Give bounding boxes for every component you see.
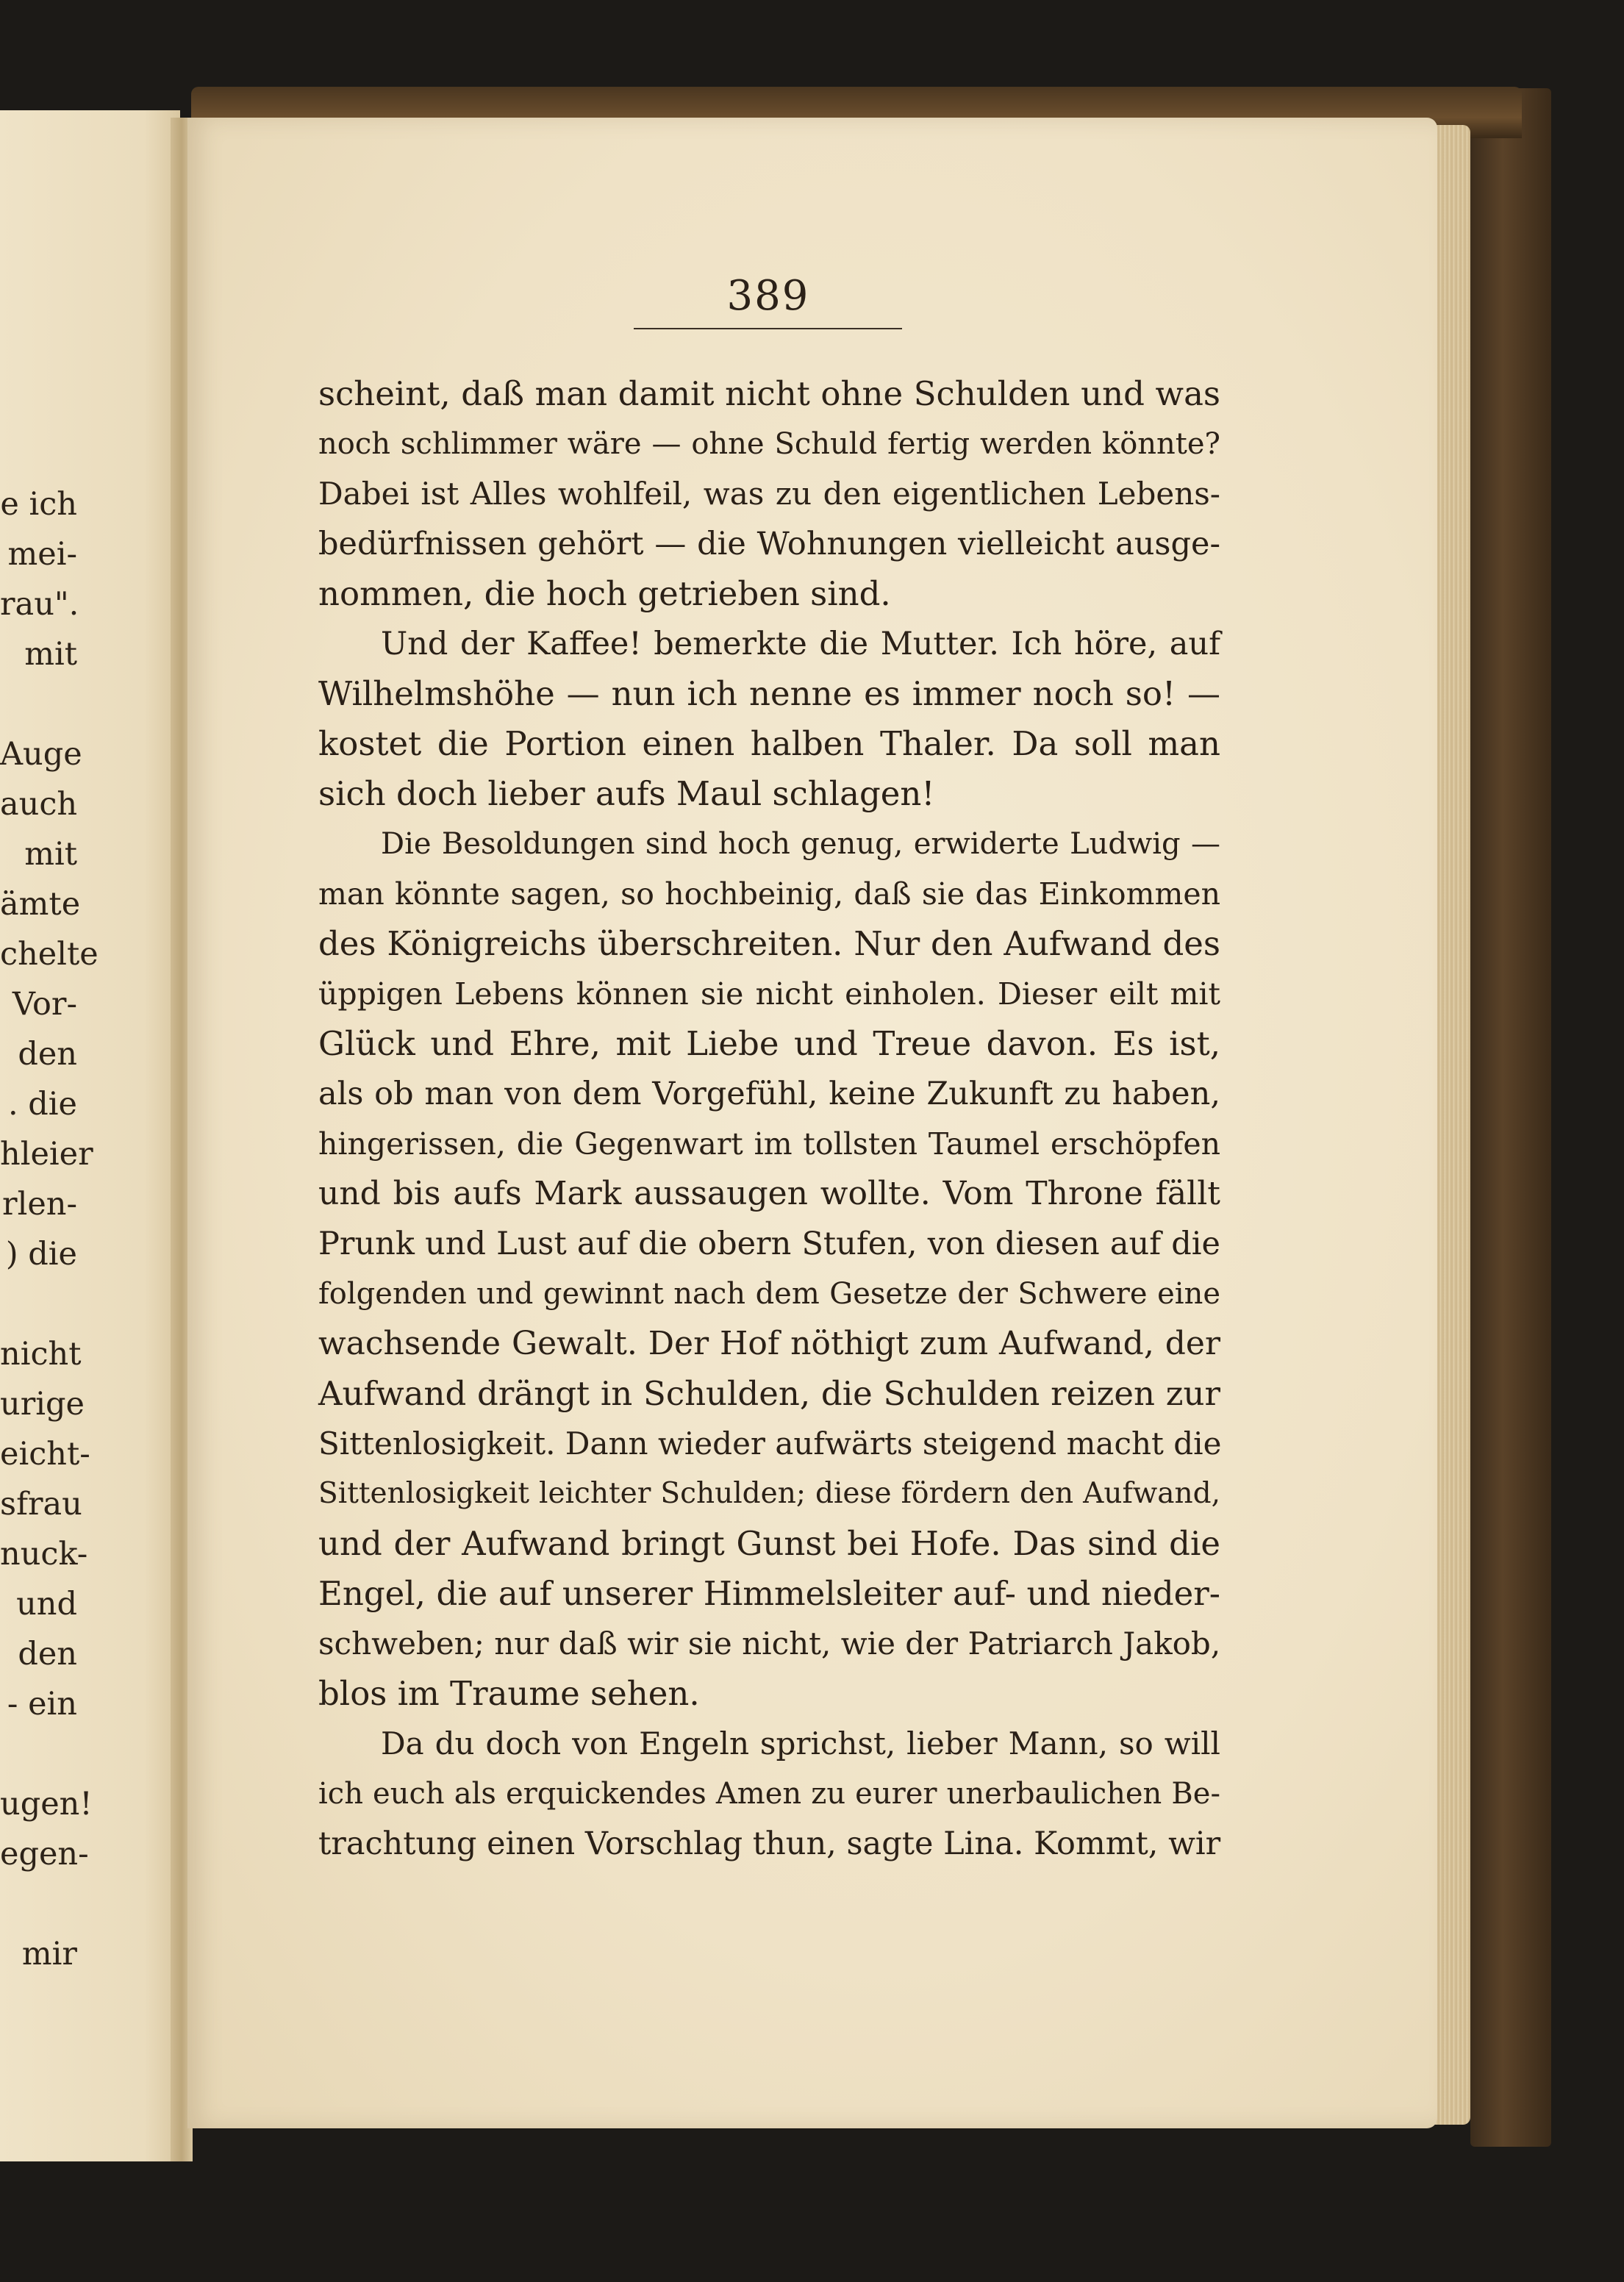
text-line: Engel, die auf unserer Himmelsleiter auf- und nieder-: [318, 1574, 1220, 1613]
left-text-fragment: den: [18, 1636, 77, 1673]
text-line: Sittenlosigkeit leichter Schulden; diese fördern den Aufwand,: [318, 1477, 1220, 1510]
left-text-fragment: rlen-: [2, 1186, 77, 1223]
left-text-fragment: urige: [0, 1386, 85, 1423]
text-line: Da du doch von Engeln sprichst, lieber Mann, so will: [381, 1725, 1220, 1761]
left-text-fragment: rau".: [0, 586, 79, 623]
left-text-fragment: e ich: [0, 486, 77, 523]
text-line: schweben; nur daß wir sie nicht, wie der Patriarch Jakob,: [318, 1625, 1221, 1662]
text-line: man könnte sagen, so hochbeinig, daß sie das Einkommen: [318, 876, 1220, 912]
left-text-fragment: - ein: [7, 1686, 77, 1723]
left-text-fragment: mir: [21, 1936, 77, 1972]
text-line: Glück und Ehre, mit Liebe und Treue davon. Es ist,: [318, 1024, 1220, 1063]
text-line: kostet die Portion einen halben Thaler. Da soll man: [318, 724, 1220, 763]
text-line: bedürfnissen gehört — die Wohnungen vielleicht ausge-: [318, 526, 1220, 562]
book-cover-edge: [1470, 88, 1551, 2147]
text-line: sich doch lieber aufs Maul schlagen!: [318, 774, 935, 813]
left-text-fragment: und: [16, 1586, 77, 1623]
left-page: [0, 110, 180, 2161]
text-line: ich euch als erquickendes Amen zu eurer unerbaulichen Be-: [318, 1777, 1220, 1811]
left-text-fragment: den: [18, 1036, 77, 1073]
left-page-text: [0, 479, 99, 1979]
left-text-fragment: [0, 679, 77, 729]
text-line: wachsende Gewalt. Der Hof nöthigt zum Aufwand, der: [318, 1325, 1220, 1362]
text-line: blos im Traume sehen.: [318, 1674, 700, 1713]
text-line: Sittenlosigkeit. Dann wieder aufwärts steigend macht die: [318, 1426, 1222, 1462]
page-number: 389: [726, 272, 810, 320]
text-line: Die Besoldungen sind hoch genug, erwiderte Ludwig —: [381, 827, 1220, 861]
left-text-fragment: eicht-: [0, 1436, 90, 1473]
left-text-fragment: nicht: [0, 1336, 82, 1373]
left-text-fragment: Auge: [0, 736, 82, 773]
text-line: üppigen Lebens können sie nicht einholen. Dieser eilt mit: [318, 976, 1220, 1012]
text-line: als ob man von dem Vorgefühl, keine Zukunft zu haben,: [318, 1076, 1220, 1112]
text-line: Dabei ist Alles wohlfeil, was zu den eigentlichen Lebens-: [318, 476, 1220, 512]
text-line: Prunk und Lust auf die obern Stufen, von diesen auf die: [318, 1226, 1220, 1262]
left-text-fragment: mit: [24, 636, 77, 673]
text-line: Wilhelmshöhe — nun ich nenne es immer noch so! —: [318, 674, 1220, 713]
text-line: Aufwand drängt in Schulden, die Schulden reizen zur: [318, 1374, 1220, 1413]
text-line: und der Aufwand bringt Gunst bei Hofe. Das sind die: [318, 1524, 1220, 1563]
left-text-fragment: [0, 1279, 77, 1329]
text-line: Und der Kaffee! bemerkte die Mutter. Ich höre, auf: [381, 626, 1220, 662]
left-text-fragment: mit: [24, 836, 77, 873]
left-text-fragment: [0, 1729, 77, 1779]
text-line: und bis aufs Mark aussaugen wollte. Vom Throne fällt: [318, 1175, 1220, 1212]
left-text-fragment: ämte: [0, 886, 81, 923]
text-line: trachtung einen Vorschlag thun, sagte Lina. Kommt, wir: [318, 1825, 1221, 1862]
left-text-fragment: ugen!: [0, 1786, 93, 1823]
left-text-fragment: Vor-: [12, 986, 77, 1023]
left-text-fragment: nuck-: [0, 1536, 88, 1573]
left-text-fragment: chelte: [0, 936, 99, 973]
text-line: noch schlimmer wäre — ohne Schuld fertig werden könnte?: [318, 427, 1220, 461]
text-line: nommen, die hoch getrieben sind.: [318, 574, 891, 613]
left-text-fragment: . die: [7, 1086, 77, 1123]
left-text-fragment: sfrau: [0, 1486, 82, 1523]
header-rule: [634, 328, 902, 329]
page-body-text: [318, 369, 1220, 1869]
text-line: hingerissen, die Gegenwart im tollsten Taumel erschöpfen: [318, 1126, 1220, 1162]
left-text-fragment: hleier: [0, 1136, 93, 1173]
left-text-fragment: [0, 1879, 77, 1929]
left-text-fragment: mei-: [7, 536, 77, 573]
text-line: folgenden und gewinnt nach dem Gesetze der Schwere eine: [318, 1277, 1220, 1311]
left-text-fragment: egen-: [0, 1836, 89, 1873]
text-line: des Königreichs überschreiten. Nur den Aufwand des: [318, 924, 1220, 963]
left-text-fragment: ) die: [5, 1236, 77, 1273]
text-line: scheint, daß man damit nicht ohne Schulden und was: [318, 374, 1220, 413]
left-text-fragment: auch: [0, 786, 78, 823]
